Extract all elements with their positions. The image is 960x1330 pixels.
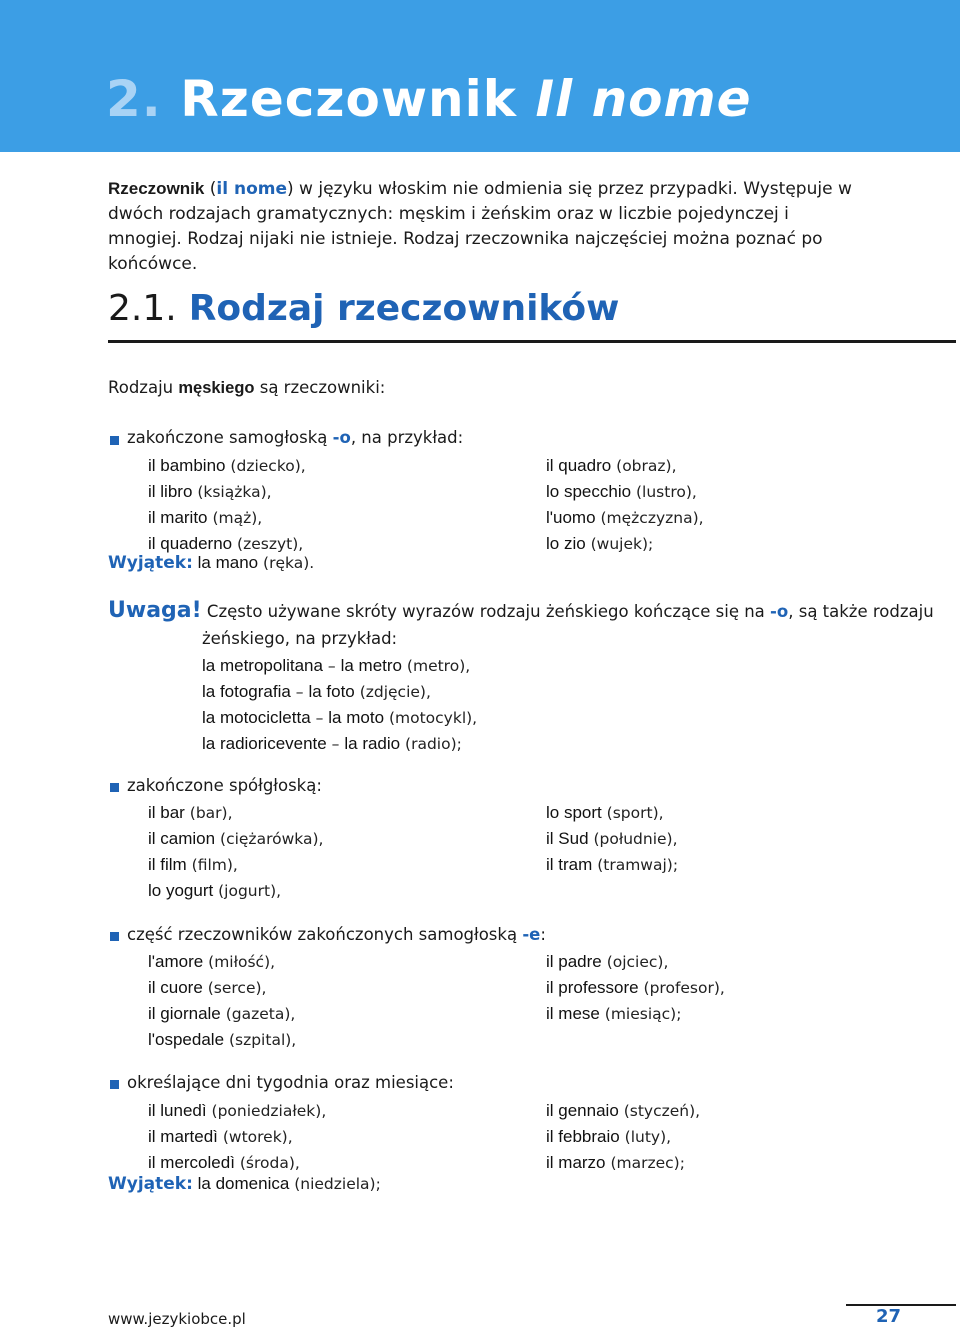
chapter-title-pl: Rzeczownik xyxy=(180,70,518,128)
section-title-text: Rodzaj rzeczowników xyxy=(188,288,620,329)
gloss: (ojciec), xyxy=(601,953,669,971)
bullet-icon xyxy=(110,932,119,941)
group-e-lead xyxy=(127,925,546,944)
word: l'amore xyxy=(148,952,204,971)
list-item xyxy=(202,731,477,757)
word: la foto xyxy=(308,682,355,701)
intro-term: Rzeczownik xyxy=(108,179,205,198)
group-o-lead-after: , na przykład: xyxy=(350,428,464,447)
gloss: (lustro), xyxy=(631,483,697,501)
list-item xyxy=(546,531,704,557)
list-item xyxy=(546,975,725,1001)
uwaga-ending: -o xyxy=(770,602,789,621)
word: il marito xyxy=(148,508,208,527)
word: il quadro xyxy=(546,456,612,475)
group-o-left-list xyxy=(148,453,306,557)
word: il professore xyxy=(546,978,639,997)
list-item xyxy=(148,975,296,1001)
bullet-icon xyxy=(110,436,119,445)
bullet-icon xyxy=(110,1080,119,1089)
gloss: (metro), xyxy=(402,657,471,675)
word: la moto xyxy=(328,708,385,727)
chapter-title-it: Il nome xyxy=(535,70,752,128)
list-item xyxy=(546,949,725,975)
dash: – xyxy=(290,683,309,701)
word: il camion xyxy=(148,829,216,848)
list-item xyxy=(546,479,704,505)
word: il martedì xyxy=(148,1127,218,1146)
list-item xyxy=(148,878,323,904)
group-e-lead-after: : xyxy=(540,925,546,944)
gloss: (obraz), xyxy=(611,457,677,475)
gloss: (miłość), xyxy=(203,953,276,971)
bullet-icon xyxy=(110,783,119,792)
gloss: (jogurt), xyxy=(213,882,282,900)
list-item xyxy=(148,949,296,975)
dash: – xyxy=(326,735,345,753)
word: il bar xyxy=(148,803,185,822)
list-item xyxy=(202,679,477,705)
word: il bambino xyxy=(148,456,226,475)
list-item xyxy=(546,1124,700,1150)
intro-paren: ( xyxy=(204,179,217,199)
masc-intro-before: Rodzaju xyxy=(108,378,179,397)
list-item xyxy=(546,453,704,479)
word: la radio xyxy=(344,734,401,753)
gloss: (niedziela); xyxy=(289,1175,381,1193)
masc-intro-after: są rzeczowniki: xyxy=(254,378,386,397)
list-item xyxy=(148,1098,326,1124)
gloss: (poniedziałek), xyxy=(206,1102,327,1120)
gloss: (gazeta), xyxy=(220,1005,296,1023)
dash: – xyxy=(310,709,329,727)
word: il Sud xyxy=(546,829,589,848)
group-days-left-list xyxy=(148,1098,326,1176)
group-e-right-list xyxy=(546,949,725,1027)
list-item xyxy=(546,800,678,826)
word: il padre xyxy=(546,952,602,971)
list-item xyxy=(202,705,477,731)
list-item xyxy=(546,505,704,531)
page-number: 27 xyxy=(876,1306,902,1327)
word: il giornale xyxy=(148,1004,221,1023)
gloss: (miesiąc); xyxy=(599,1005,682,1023)
gloss: (ręka). xyxy=(258,554,315,572)
gloss: (marzec); xyxy=(605,1154,685,1172)
gloss: (mężczyzna), xyxy=(595,509,704,527)
word: lo zio xyxy=(546,534,586,553)
group-o-ending: -o xyxy=(332,428,351,447)
word: la fotografia xyxy=(202,682,291,701)
group-e-left-list xyxy=(148,949,296,1053)
group-cons-lead: zakończone spółgłoską: xyxy=(127,776,322,795)
gloss: (szpital), xyxy=(224,1031,297,1049)
list-item xyxy=(546,1001,725,1027)
list-item xyxy=(148,505,306,531)
gloss: (sport), xyxy=(601,804,664,822)
intro-italian: il nome xyxy=(216,179,288,199)
list-item xyxy=(148,826,323,852)
word: il mese xyxy=(546,1004,600,1023)
word: la mano xyxy=(192,553,259,572)
intro-paragraph xyxy=(108,176,868,277)
word: il marzo xyxy=(546,1153,606,1172)
chapter-number: 2. xyxy=(106,70,162,128)
gloss: (luty), xyxy=(619,1128,672,1146)
word: la metro xyxy=(340,656,402,675)
list-item xyxy=(148,1150,326,1176)
word: la radioricevente xyxy=(202,734,327,753)
gloss: (zeszyt), xyxy=(232,535,304,553)
intro-rest: ) w języku włoskim nie odmienia się przez przypadki. Występuje w dwóch rodzajach gramatycznych: męskim i żeńskim oraz w liczbie pojedynczej i mnogiej. Rodzaj nijaki nie istnieje. Rodzaj rzeczownika najczęściej można poznać po końcówce. xyxy=(108,179,852,274)
word: il libro xyxy=(148,482,193,501)
list-item xyxy=(148,1124,326,1150)
section-title xyxy=(108,288,619,329)
word: la domenica xyxy=(192,1174,290,1193)
gloss: (wujek); xyxy=(585,535,654,553)
word: il mercoledì xyxy=(148,1153,235,1172)
uwaga-text-before: Często używane skróty wyrazów rodzaju żeńskiego kończące się na xyxy=(201,602,771,621)
word: l'ospedale xyxy=(148,1030,225,1049)
masculine-intro xyxy=(108,378,385,398)
group-o-right-list xyxy=(546,453,704,557)
word: lo specchio xyxy=(546,482,632,501)
word: la motocicletta xyxy=(202,708,311,727)
word: il quaderno xyxy=(148,534,233,553)
gloss: (środa), xyxy=(234,1154,300,1172)
exception-label: Wyjątek: xyxy=(108,1174,193,1194)
gloss: (dziecko), xyxy=(225,457,306,475)
word: il lunedì xyxy=(148,1101,207,1120)
group-days-right-list xyxy=(546,1098,700,1176)
section-rule xyxy=(108,340,956,343)
word: il febbraio xyxy=(546,1127,620,1146)
group-days-lead: określające dni tygodnia oraz miesiące: xyxy=(127,1073,454,1092)
uwaga-label: Uwaga! xyxy=(108,598,202,623)
list-item xyxy=(148,1027,296,1053)
gloss: (bar), xyxy=(184,804,233,822)
list-item xyxy=(148,800,323,826)
group-cons-right-list xyxy=(546,800,678,878)
group-e-lead-before: część rzeczowników zakończonych samogłoską xyxy=(127,925,523,944)
list-item xyxy=(546,1150,700,1176)
list-item xyxy=(546,852,678,878)
gloss: (serce), xyxy=(202,979,267,997)
word: il film xyxy=(148,855,187,874)
gloss: (motocykl), xyxy=(384,709,478,727)
uwaga-list xyxy=(202,653,477,757)
list-item xyxy=(546,826,678,852)
gloss: (radio); xyxy=(400,735,462,753)
gloss: (książka), xyxy=(192,483,272,501)
list-item xyxy=(148,852,323,878)
group-o-lead xyxy=(127,428,463,447)
group-cons-left-list xyxy=(148,800,323,904)
word: il gennaio xyxy=(546,1101,619,1120)
masc-intro-bold: męskiego xyxy=(178,379,255,397)
gloss: (południe), xyxy=(588,830,678,848)
word: l'uomo xyxy=(546,508,596,527)
group-o-lead-before: zakończone samogłoską xyxy=(127,428,333,447)
list-item xyxy=(546,1098,700,1124)
gloss: (film), xyxy=(186,856,238,874)
footer-url[interactable]: www.jezykiobce.pl xyxy=(108,1310,246,1328)
gloss: (mąż), xyxy=(207,509,263,527)
dash: – xyxy=(322,657,341,675)
group-o-exception xyxy=(108,553,314,573)
list-item xyxy=(148,453,306,479)
gloss: (profesor), xyxy=(638,979,725,997)
exception-label: Wyjątek: xyxy=(108,553,193,573)
group-days-exception xyxy=(108,1174,381,1194)
word: lo sport xyxy=(546,803,602,822)
word: il cuore xyxy=(148,978,203,997)
list-item xyxy=(202,653,477,679)
word: la metropolitana xyxy=(202,656,323,675)
gloss: (ciężarówka), xyxy=(215,830,324,848)
list-item xyxy=(148,1001,296,1027)
gloss: (tramwaj); xyxy=(592,856,679,874)
word: il tram xyxy=(546,855,593,874)
gloss: (styczeń), xyxy=(618,1102,701,1120)
list-item xyxy=(148,479,306,505)
group-e-ending: -e xyxy=(522,925,541,944)
gloss: (zdjęcie), xyxy=(354,683,431,701)
word: lo yogurt xyxy=(148,881,214,900)
uwaga-line1 xyxy=(108,598,934,623)
gloss: (wtorek), xyxy=(217,1128,293,1146)
uwaga-line2: żeńskiego, na przykład: xyxy=(202,629,398,648)
chapter-title xyxy=(106,70,752,128)
section-number: 2.1. xyxy=(108,288,177,329)
uwaga-text-after: , są także rodzaju xyxy=(788,602,934,621)
